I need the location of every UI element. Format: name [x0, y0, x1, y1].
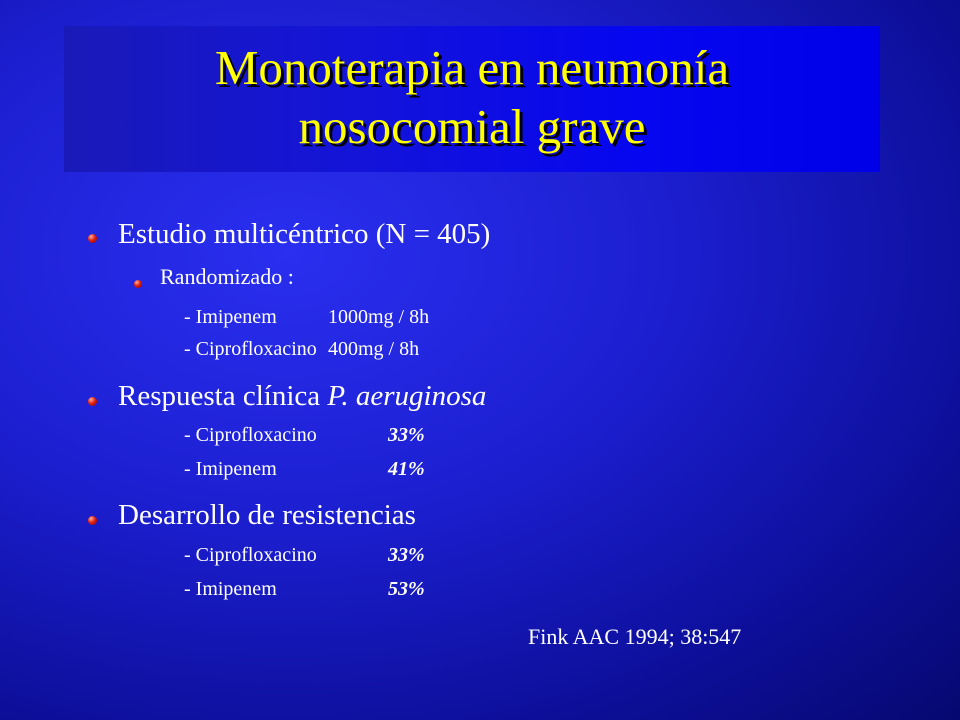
drug-name: - Ciprofloxacino — [184, 544, 317, 566]
result-value: 41% — [388, 458, 425, 480]
citation: Fink AAC 1994; 38:547 — [528, 624, 742, 649]
result-row — [184, 458, 277, 481]
dose-row-ciprofloxacino — [184, 338, 317, 361]
drug-name: - Imipenem — [184, 306, 277, 328]
item-clinical-response-label: Respuesta clínica — [118, 380, 321, 412]
item-study: Estudio multicéntrico (N = 405) — [118, 218, 491, 250]
bullet-icon — [88, 516, 97, 525]
bullet-icon — [134, 280, 142, 288]
slide-title — [64, 38, 880, 156]
result-value: 53% — [388, 578, 425, 600]
result-value: 33% — [388, 544, 425, 566]
item-clinical-response — [118, 380, 486, 413]
bullet-icon — [88, 234, 97, 243]
drug-name: - Ciprofloxacino — [184, 424, 317, 446]
result-row — [184, 424, 317, 447]
drug-name: - Ciprofloxacino — [184, 338, 317, 360]
result-row — [184, 578, 277, 601]
item-resistance: Desarrollo de resistencias — [118, 499, 416, 531]
bullet-icon — [88, 397, 97, 406]
slide-title-line-2: nosocomial grave — [298, 99, 646, 154]
dose-value: 400mg / 8h — [328, 338, 420, 360]
item-randomized: Randomizado : — [160, 264, 294, 289]
result-value: 33% — [388, 424, 425, 446]
organism-name: P. aeruginosa — [327, 380, 487, 412]
dose-value: 1000mg / 8h — [328, 306, 430, 328]
dose-row-imipenem — [184, 306, 277, 329]
drug-name: - Imipenem — [184, 458, 277, 480]
slide-title-line-1: Monoterapia en neumonía — [214, 40, 730, 95]
drug-name: - Imipenem — [184, 578, 277, 600]
result-row — [184, 544, 317, 567]
